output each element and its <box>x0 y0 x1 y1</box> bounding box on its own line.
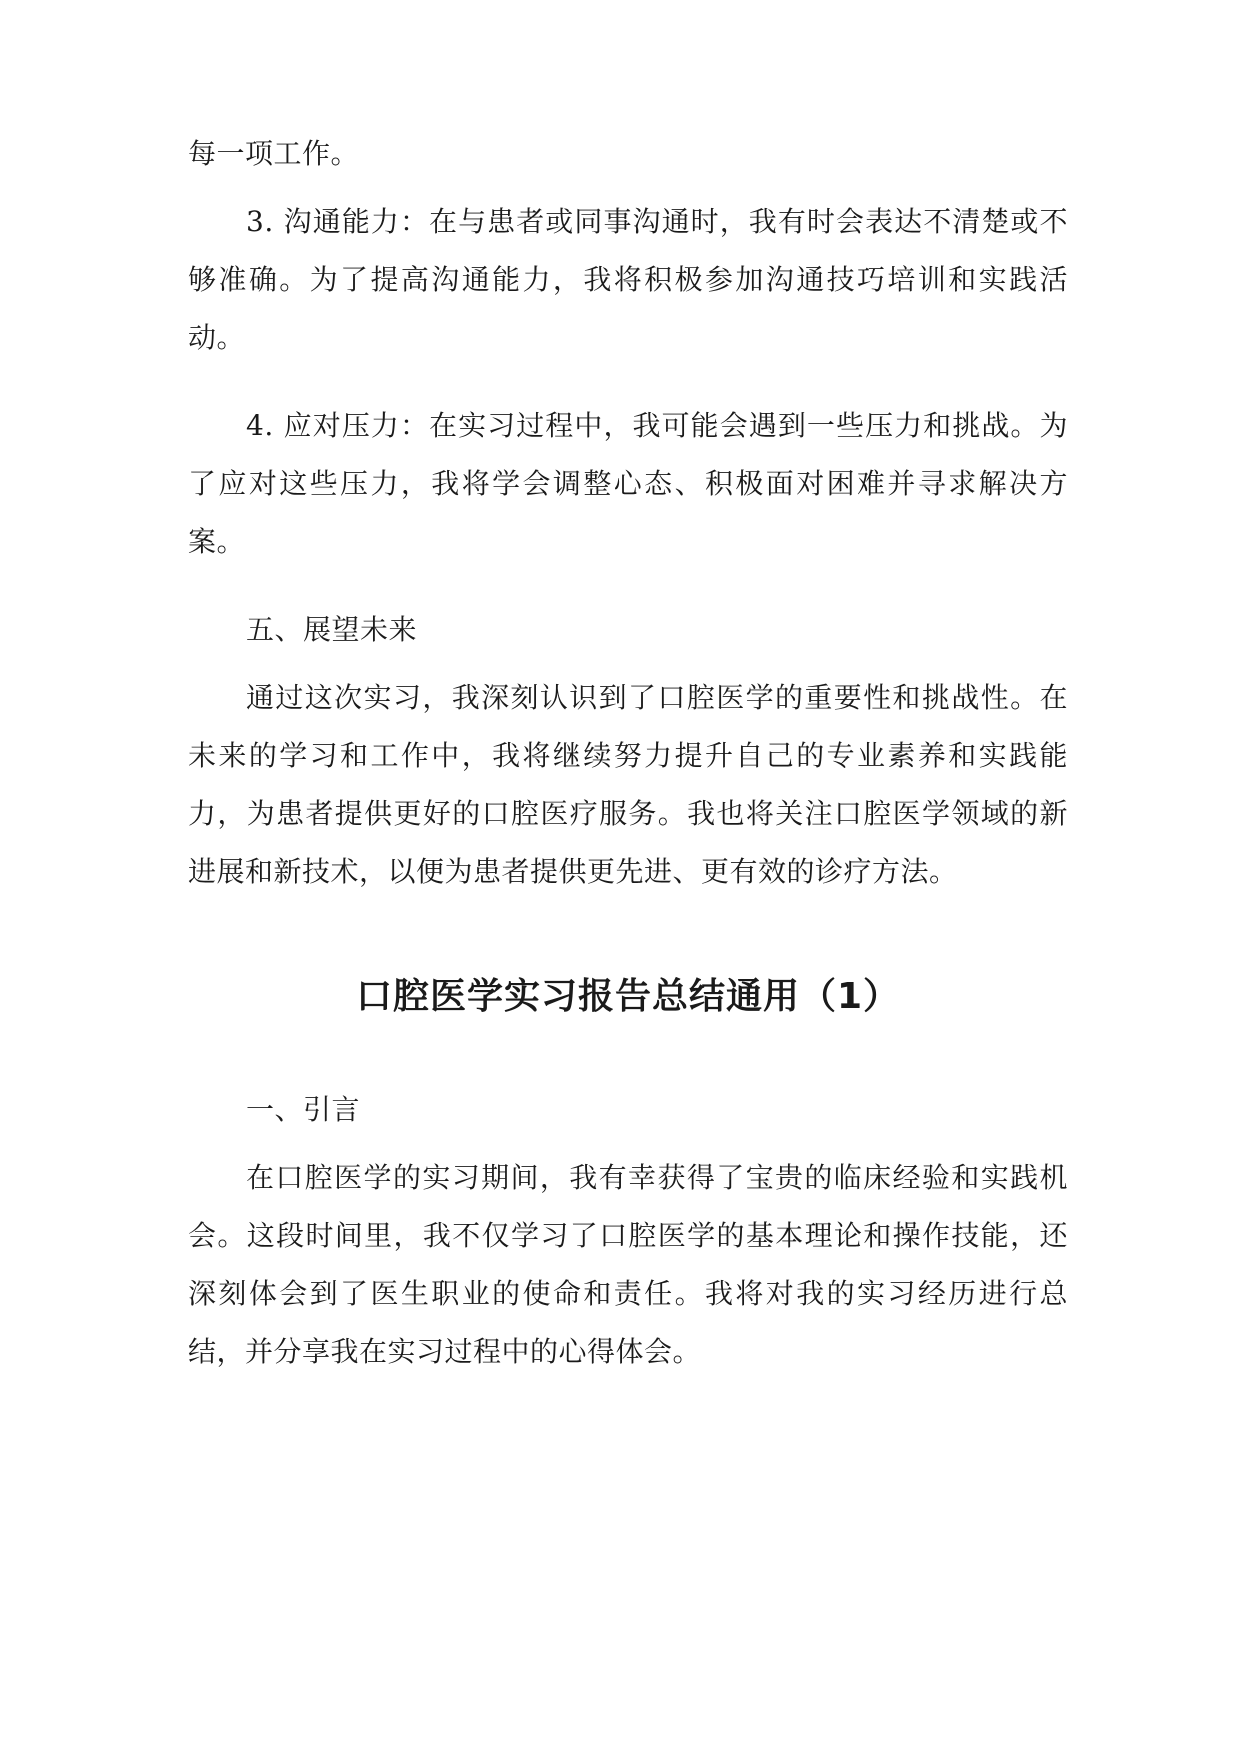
section-title: 口腔医学实习报告总结通用（1） <box>355 976 901 1017</box>
section-heading-outlook: 五、展望未来 <box>246 613 418 646</box>
paragraph-introduction: 在口腔医学的实习期间，我有幸获得了宝贵的临床经验和实践机会。这段时间里，我不仅学习了口腔医学的基本理论和操作技能，还深刻体会到了医生职业的使命和责任。我将对我的实习经历进行总结，并分享我在实习过程中的心得体会。 <box>188 1161 1068 1368</box>
paragraph-continuation: 每一项工作。 <box>188 137 360 170</box>
section-heading-introduction: 一、引言 <box>246 1093 361 1126</box>
paragraph-communication: 3. 沟通能力：在与患者或同事沟通时，我有时会表达不清楚或不够准确。为了提高沟通能力，我将积极参加沟通技巧培训和实践活动。 <box>188 205 1068 354</box>
paragraph-outlook: 通过这次实习，我深刻认识到了口腔医学的重要性和挑战性。在未来的学习和工作中，我将继续努力提升自己的专业素养和实践能力，为患者提供更好的口腔医疗服务。我也将关注口腔医学领域的新进展和新技术，以便为患者提供更先进、更有效的诊疗方法。 <box>188 681 1068 888</box>
paragraph-pressure: 4. 应对压力：在实习过程中，我可能会遇到一些压力和挑战。为了应对这些压力，我将学会调整心态、积极面对困难并寻求解决方案。 <box>188 409 1068 558</box>
